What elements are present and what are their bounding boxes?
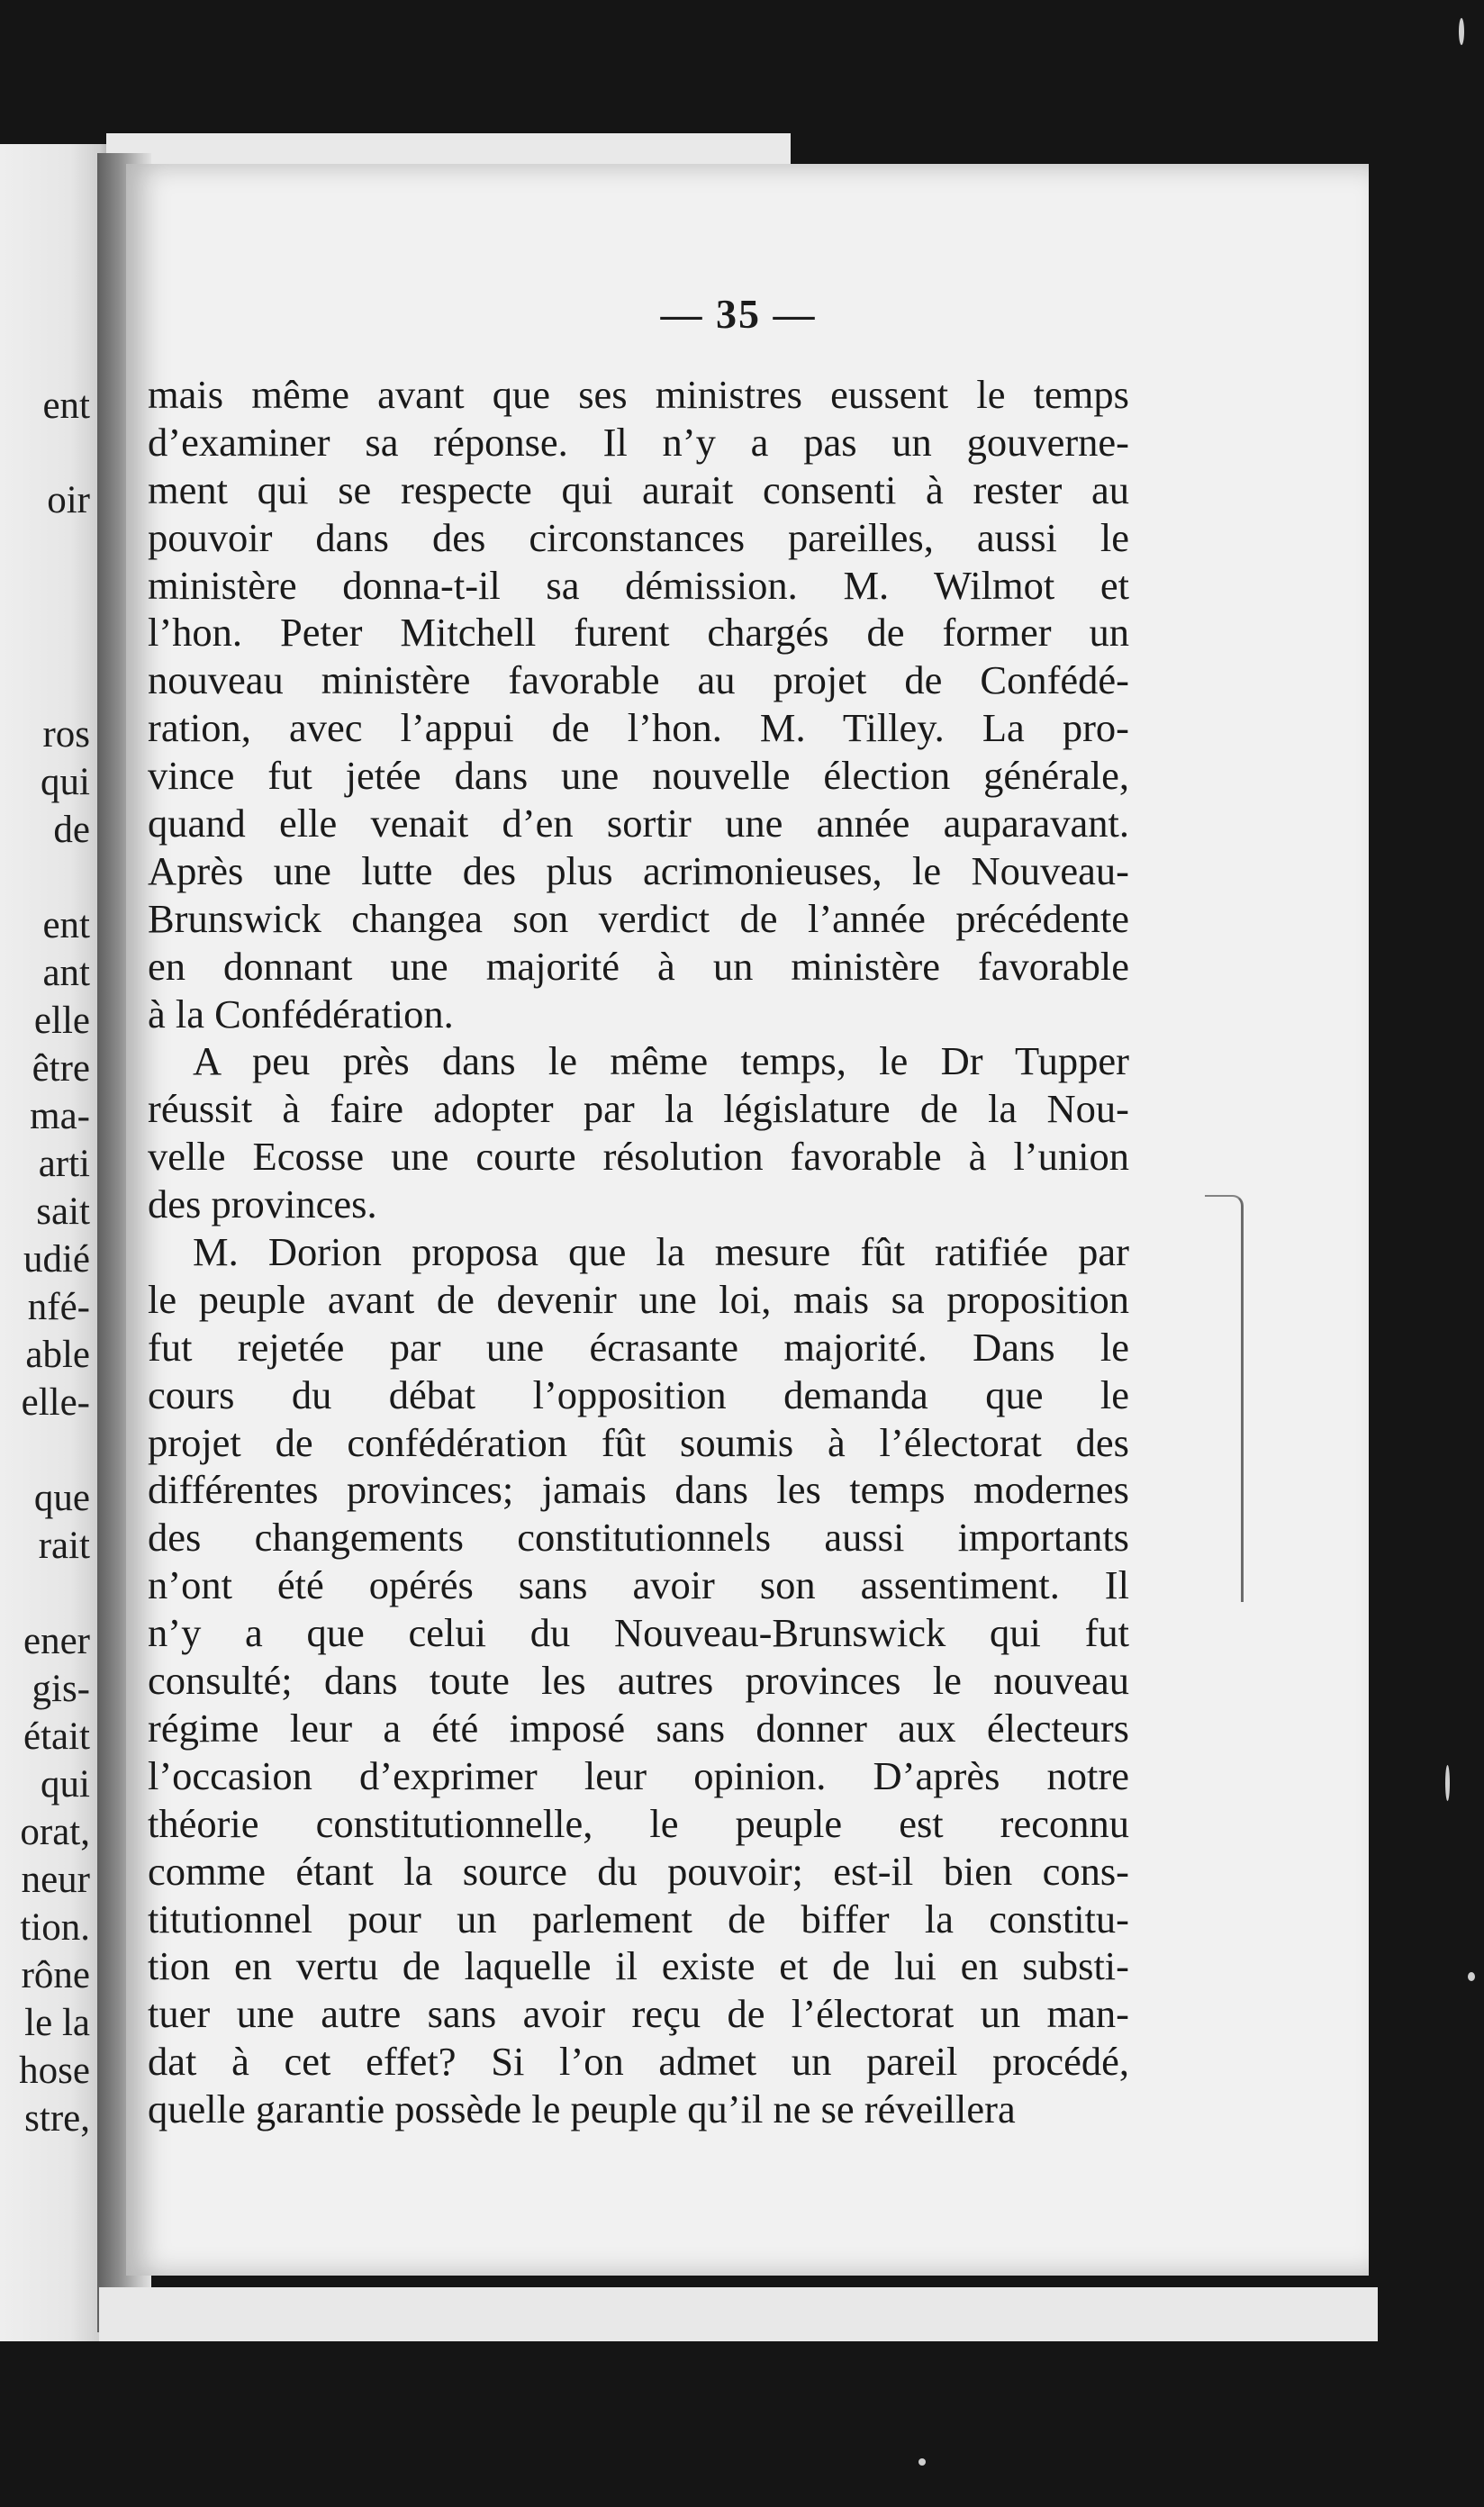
left-page-fragment: orat, bbox=[20, 1811, 90, 1853]
text-line: différentes provinces; jamais dans les temps modernes bbox=[148, 1467, 1129, 1513]
left-page-fragment: ma- bbox=[30, 1095, 90, 1137]
left-page-fragment: able bbox=[25, 1334, 90, 1376]
left-page-fragment: elle bbox=[33, 1000, 90, 1042]
text-line: fut rejetée par une écrasante majorité. Dans le bbox=[148, 1324, 1129, 1370]
page-number: — 35 — bbox=[660, 291, 817, 337]
left-page-fragment: de bbox=[53, 809, 90, 851]
left-page-fragment: neur bbox=[21, 1859, 90, 1901]
text-line: cours du débat l’opposition demanda que le bbox=[148, 1371, 1129, 1417]
text-line: titutionnel pour un parlement de biffer la constitu- bbox=[148, 1896, 1129, 1941]
text-line: ration, avec l’appui de l’hon. M. Tilley. La pro- bbox=[148, 705, 1129, 751]
left-page-fragment: ros bbox=[42, 713, 90, 756]
left-page-fragment: rait bbox=[38, 1525, 90, 1567]
text-line: des provinces. bbox=[148, 1181, 377, 1227]
text-line: à la Confédération. bbox=[148, 991, 454, 1036]
text-line: mais même avant que ses ministres eussent le temps bbox=[148, 372, 1129, 417]
text-line: l’occasion d’exprimer leur opinion. D’après notre bbox=[148, 1752, 1129, 1798]
text-line: d’examiner sa réponse. Il n’y a pas un gouverne- bbox=[148, 419, 1129, 465]
text-line: des changements constitutionnels aussi importants bbox=[148, 1515, 1129, 1561]
left-page-fragment: sait bbox=[36, 1190, 90, 1233]
left-page-fragment: qui bbox=[41, 1763, 90, 1806]
text-line: Brunswick changea son verdict de l’année précédente bbox=[148, 895, 1129, 941]
left-page-fragment: hose bbox=[19, 2050, 90, 2092]
text-line: M. Dorion proposa que la mesure fût ratifiée par bbox=[193, 1229, 1129, 1275]
margin-annotation bbox=[1205, 1195, 1244, 1602]
text-line: velle Ecosse une courte résolution favorable à l’union bbox=[148, 1134, 1129, 1180]
left-page-fragment: ent bbox=[42, 385, 90, 427]
book-page bbox=[126, 164, 1369, 2276]
text-line: réussit à faire adopter par la législature de la Nou- bbox=[148, 1086, 1129, 1132]
text-line: n’y a que celui du Nouveau-Brunswick qui fut bbox=[148, 1610, 1129, 1656]
page-edge-bottom bbox=[99, 2287, 1378, 2341]
left-page-fragment: elle- bbox=[21, 1381, 90, 1424]
text-line: tion en vertu de laquelle il existe et de lui en substi- bbox=[148, 1943, 1129, 1989]
text-line: régime leur a été imposé sans donner aux électeurs bbox=[148, 1705, 1129, 1751]
text-line: n’ont été opérés sans avoir son assentiment. Il bbox=[148, 1562, 1129, 1608]
text-line: théorie constitutionnelle, le peuple est reconnu bbox=[148, 1800, 1129, 1846]
text-line: projet de confédération fût soumis à l’électorat des bbox=[148, 1419, 1129, 1465]
left-page-fragment: qui bbox=[41, 761, 90, 803]
left-page-fragment: ener bbox=[23, 1620, 90, 1662]
film-speck bbox=[1445, 1765, 1450, 1801]
text-line: le peuple avant de devenir une loi, mais sa proposition bbox=[148, 1276, 1129, 1322]
left-page-fragment: ent bbox=[42, 904, 90, 946]
text-line: dat à cet effet? Si l’on admet un pareil procédé, bbox=[148, 2039, 1129, 2085]
text-line: en donnant une majorité à un ministère favorable bbox=[148, 943, 1129, 989]
text-line: tuer une autre sans avoir reçu de l’électorat un man- bbox=[148, 1991, 1129, 2037]
left-page-fragment: le la bbox=[24, 2002, 90, 2044]
text-line: nouveau ministère favorable au projet de Confédé- bbox=[148, 657, 1129, 703]
left-page-fragment: être bbox=[32, 1047, 90, 1090]
text-line: l’hon. Peter Mitchell furent chargés de former un bbox=[148, 610, 1129, 656]
text-line: vince fut jetée dans une nouvelle élection générale, bbox=[148, 753, 1129, 799]
left-page-fragment: gis- bbox=[32, 1668, 90, 1710]
text-line: quelle garantie possède le peuple qu’il ne se réveillera bbox=[148, 2086, 1016, 2132]
left-page-fragment: stre, bbox=[24, 2097, 90, 2140]
text-line: ministère donna-t-il sa démission. M. Wilmot et bbox=[148, 562, 1129, 608]
film-speck bbox=[918, 2458, 926, 2466]
text-line: ment qui se respecte qui aurait consenti à rester au bbox=[148, 466, 1129, 512]
film-speck bbox=[1468, 1972, 1475, 1981]
left-page-fragment: rône bbox=[21, 1954, 90, 1996]
text-line: comme étant la source du pouvoir; est-il bien cons- bbox=[148, 1848, 1129, 1894]
left-page-fragment: était bbox=[23, 1715, 90, 1758]
text-line: consulté; dans toute les autres provinces le nouveau bbox=[148, 1658, 1129, 1704]
left-page-fragment: que bbox=[33, 1477, 90, 1519]
left-page-fragment: ant bbox=[42, 952, 90, 994]
text-line: quand elle venait d’en sortir une année auparavant. bbox=[148, 801, 1129, 846]
body-text bbox=[148, 371, 1129, 2133]
left-page-fragment: oir bbox=[47, 479, 90, 521]
film-speck bbox=[1459, 18, 1464, 45]
text-line: pouvoir dans des circonstances pareilles, aussi le bbox=[148, 514, 1129, 560]
text-line: A peu près dans le même temps, le Dr Tupper bbox=[193, 1038, 1129, 1084]
left-page-fragment: udié bbox=[23, 1238, 90, 1281]
text-line: Après une lutte des plus acrimonieuses, le Nouveau- bbox=[148, 847, 1129, 893]
left-page-fragment: arti bbox=[38, 1143, 90, 1185]
left-page-fragment: nfé- bbox=[27, 1286, 90, 1328]
left-page-fragment: tion. bbox=[20, 1906, 90, 1949]
